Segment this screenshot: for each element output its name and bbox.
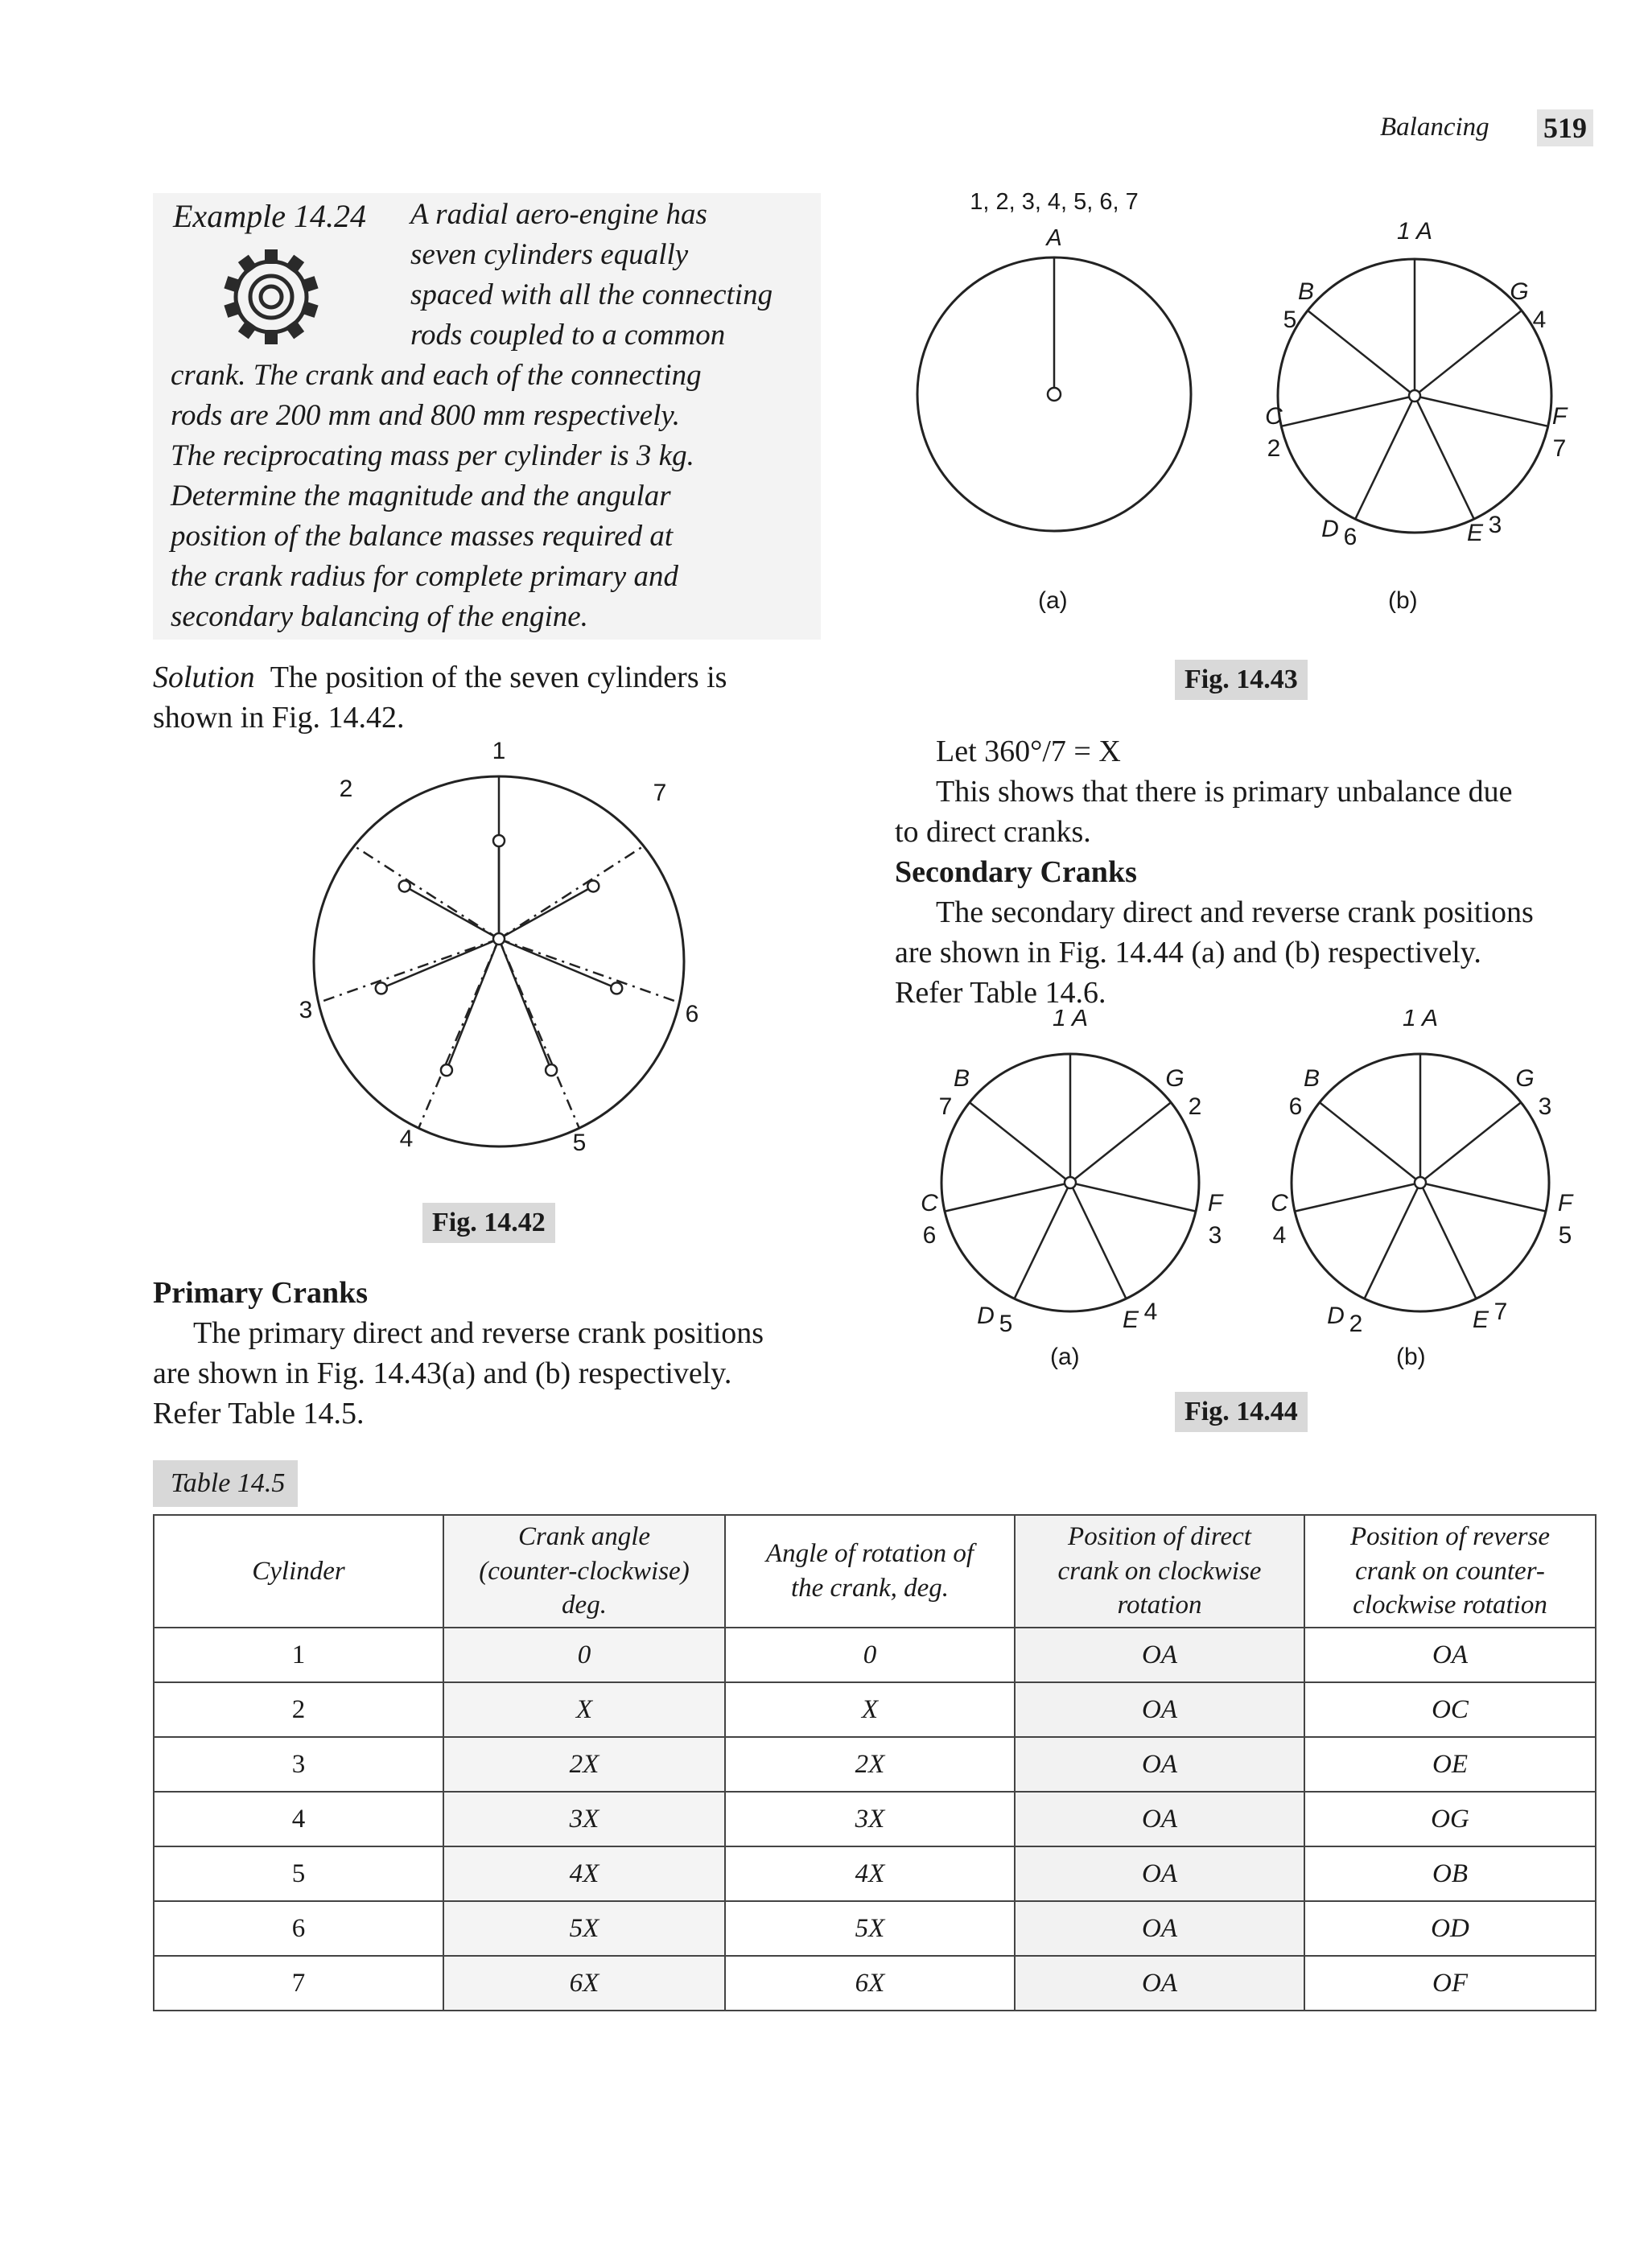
crank-positions-table — [153, 1514, 1596, 2011]
crank-position-label: 1 A — [1053, 1010, 1088, 1031]
crank-position-label: 4 — [1143, 1299, 1158, 1325]
crank-position-label: 7 — [1552, 435, 1567, 462]
cylinder-label: 7 — [653, 780, 667, 806]
text-line: Determine the magnitude and the angular — [171, 480, 671, 512]
cylinder-label: 4 — [399, 1126, 414, 1152]
table-row — [154, 1956, 1596, 2011]
text-line: position of the balance masses required at — [171, 520, 674, 553]
all-cranks-label: 1, 2, 3, 4, 5, 6, 7 — [970, 189, 1139, 215]
crank-spoke — [1420, 1102, 1521, 1183]
table-cell: OF — [1304, 1956, 1596, 2011]
crank-spoke — [1281, 396, 1415, 426]
crank-spoke — [1308, 311, 1415, 396]
crank-position-label: 5 — [1283, 307, 1297, 333]
piston-pin — [399, 880, 410, 891]
piston-pin — [493, 835, 505, 846]
table-cell: OA — [1015, 1682, 1304, 1737]
text-line: secondary balancing of the engine. — [171, 600, 588, 633]
column-header-direct-crank: Position of direct crank on clockwise rotation — [1015, 1515, 1304, 1628]
figure-14-44-caption: Fig. 14.44 — [1175, 1392, 1308, 1432]
column-header-reverse-crank: Position of reverse crank on counter- clockwise rotation — [1304, 1515, 1596, 1628]
cylinder-label: 5 — [572, 1130, 587, 1156]
crank-spoke — [1070, 1183, 1196, 1212]
table-cell: OA — [1304, 1628, 1596, 1682]
gear-tooth — [286, 255, 305, 274]
crank-spoke — [1420, 1183, 1476, 1299]
solution-line-2: shown in Fig. 14.42. — [153, 701, 405, 735]
table-cell: 0 — [443, 1628, 725, 1682]
example-label: Example 14.24 — [173, 198, 366, 234]
text-line: crank. The crank and each of the connecting — [171, 359, 702, 392]
crank-position-label: 2 — [1188, 1093, 1202, 1120]
table-row — [154, 1682, 1596, 1737]
crank-position-label: B — [953, 1065, 970, 1092]
table-cell: 4 — [154, 1792, 443, 1846]
table-cell: 4X — [725, 1846, 1015, 1901]
cylinder-label: 3 — [299, 997, 313, 1023]
crank-position-label: F — [1551, 403, 1568, 430]
crank-spoke — [1015, 1183, 1070, 1299]
connecting-rod-line — [319, 939, 499, 1002]
crank-position-label: D — [1321, 516, 1339, 542]
crank-position-label: E — [1472, 1307, 1489, 1333]
column-header-angle-of-rotation: Angle of rotation of the crank, deg. — [725, 1515, 1015, 1628]
text-line: seven cylinders equally — [410, 238, 689, 271]
text-line: The secondary direct and reverse crank positions — [936, 895, 1534, 929]
table-cell: OE — [1304, 1737, 1596, 1792]
table-cell: 3 — [154, 1737, 443, 1792]
crank-position-label: G — [1510, 278, 1529, 305]
table-row — [154, 1737, 1596, 1792]
gear-tooth — [265, 330, 278, 344]
text-line: rods are 200 mm and 800 mm respectively. — [171, 399, 681, 432]
figure-14-44-diagram — [893, 1010, 1601, 1380]
table-cell: 5X — [443, 1901, 725, 1956]
primary-cranks-heading: Primary Cranks — [153, 1276, 369, 1310]
crank-position-label: 5 — [1558, 1222, 1572, 1249]
crank-position-label: G — [1165, 1065, 1184, 1092]
table-cell: 3X — [443, 1792, 725, 1846]
crank-position-label: 1 A — [1403, 1010, 1438, 1031]
table-cell: 2 — [154, 1682, 443, 1737]
column-header-crank-angle: Crank angle (counter-clockwise) deg. — [443, 1515, 725, 1628]
crank-position-label: 3 — [1538, 1093, 1552, 1120]
crank-position-label: 1 A — [1397, 218, 1432, 245]
crank-position-label: 4 — [1272, 1222, 1287, 1249]
text-line: rods coupled to a common — [410, 319, 726, 352]
crank-position-label: F — [1557, 1190, 1573, 1216]
crank-position-label: C — [1265, 403, 1283, 430]
crank-position-label: A — [1046, 225, 1062, 251]
crank-position-label: E — [1122, 1307, 1139, 1333]
crank-centre — [1415, 1177, 1426, 1188]
connecting-rod-line — [354, 846, 499, 939]
crank-centre — [493, 933, 505, 945]
crank-position-label: 2 — [1267, 435, 1281, 462]
table-row — [154, 1901, 1596, 1956]
crank-spoke — [1355, 396, 1415, 519]
text-line: Refer Table 14.6. — [895, 976, 1106, 1010]
crank-line — [405, 886, 499, 939]
crank-position-label: 3 — [1208, 1222, 1222, 1249]
crank-spoke — [945, 1183, 1070, 1212]
crank-spoke — [1070, 1102, 1171, 1183]
text-line: A radial aero-engine has — [410, 198, 707, 231]
figure-14-44-sub-b: (b) — [1396, 1344, 1426, 1370]
cylinder-label: 1 — [492, 738, 506, 764]
table-cell: OB — [1304, 1846, 1596, 1901]
figure-14-43-sub-b: (b) — [1388, 587, 1418, 614]
crank-position-label: 7 — [938, 1093, 953, 1120]
crank-spoke — [1415, 396, 1474, 519]
gear-icon — [216, 241, 327, 352]
crank-spoke — [1420, 1183, 1546, 1212]
gear-tooth — [238, 319, 258, 339]
figure-14-42-diagram — [274, 728, 724, 1179]
solution-label: Solution — [153, 661, 255, 694]
crank-position-label: 7 — [1494, 1299, 1508, 1325]
table-row — [154, 1792, 1596, 1846]
gear-tooth — [286, 319, 305, 339]
table-cell: 3X — [725, 1792, 1015, 1846]
crank-position-label: G — [1515, 1065, 1535, 1092]
crank-spoke — [1320, 1102, 1420, 1183]
table-cell: 6 — [154, 1901, 443, 1956]
table-row — [154, 1846, 1596, 1901]
gear-tooth — [265, 249, 278, 264]
crank-position-label: D — [1327, 1303, 1345, 1329]
table-cell: OA — [1015, 1901, 1304, 1956]
table-cell: OG — [1304, 1792, 1596, 1846]
table-cell: 7 — [154, 1956, 443, 2011]
crank-centre — [1048, 388, 1061, 401]
table-cell: 4X — [443, 1846, 725, 1901]
table-cell: 2X — [443, 1737, 725, 1792]
connecting-rod-line — [499, 846, 644, 939]
crank-position-label: C — [1271, 1190, 1288, 1216]
text-line: The primary direct and reverse crank positions — [193, 1316, 764, 1350]
solution-paragraph — [153, 660, 727, 695]
crank-position-label: F — [1207, 1190, 1223, 1216]
table-cell: OA — [1015, 1628, 1304, 1682]
primary-unbalance-line-2: to direct cranks. — [895, 815, 1091, 849]
figure-14-44-sub-a: (a) — [1050, 1344, 1080, 1370]
table-cell: 2X — [725, 1737, 1015, 1792]
crank-position-label: E — [1466, 520, 1484, 546]
table-cell: OA — [1015, 1846, 1304, 1901]
crank-position-label: 5 — [999, 1311, 1013, 1337]
table-cell: 5X — [725, 1901, 1015, 1956]
piston-pin — [546, 1064, 557, 1076]
table-cell: 0 — [725, 1628, 1015, 1682]
crank-position-label: B — [1303, 1065, 1320, 1092]
crank-position-label: 3 — [1488, 512, 1502, 538]
table-cell: OA — [1015, 1792, 1304, 1846]
table-cell: OD — [1304, 1901, 1596, 1956]
text-line: spaced with all the connecting — [410, 278, 773, 311]
table-cell: 1 — [154, 1628, 443, 1682]
column-header-cylinder: Cylinder — [154, 1515, 443, 1628]
gear-tooth — [238, 255, 258, 274]
let-statement: Let 360°/7 = X — [936, 735, 1121, 768]
crank-position-label: 6 — [1343, 524, 1358, 550]
secondary-cranks-heading: Secondary Cranks — [895, 855, 1137, 889]
piston-pin — [587, 880, 599, 891]
primary-unbalance-line-1: This shows that there is primary unbalance due — [936, 775, 1513, 809]
crank-position-label: B — [1297, 278, 1315, 305]
crank-spoke — [1365, 1183, 1420, 1299]
crank-spoke — [1070, 1183, 1126, 1299]
table-cell: X — [443, 1682, 725, 1737]
crank-centre — [1065, 1177, 1076, 1188]
table-row — [154, 1628, 1596, 1682]
figure-14-43-caption: Fig. 14.43 — [1175, 660, 1308, 700]
crank-line — [499, 886, 593, 939]
table-cell: 6X — [725, 1956, 1015, 2011]
piston-pin — [376, 982, 387, 994]
text-line: The reciprocating mass per cylinder is 3 kg. — [171, 439, 694, 472]
cylinder-label: 2 — [339, 776, 353, 802]
text-line: Refer Table 14.5. — [153, 1397, 365, 1430]
crank-spoke — [1415, 396, 1548, 426]
cylinder-label: 6 — [685, 1001, 699, 1027]
text-line: are shown in Fig. 14.43(a) and (b) respectively. — [153, 1356, 732, 1390]
piston-pin — [611, 982, 622, 994]
figure-14-42-caption: Fig. 14.42 — [422, 1203, 555, 1243]
table-caption: Table 14.5 — [153, 1460, 298, 1507]
solution-line-1: The position of the seven cylinders is — [270, 661, 727, 694]
table-cell: 6X — [443, 1956, 725, 2011]
crank-spoke — [1415, 311, 1522, 396]
crank-position-label: 2 — [1349, 1311, 1363, 1337]
table-cell: X — [725, 1682, 1015, 1737]
table-cell: OA — [1015, 1737, 1304, 1792]
crank-position-label: D — [977, 1303, 995, 1329]
crank-position-label: C — [921, 1190, 938, 1216]
table-cell: OA — [1015, 1956, 1304, 2011]
crank-spoke — [970, 1102, 1070, 1183]
figure-14-43-sub-a: (a) — [1038, 587, 1068, 614]
piston-pin — [441, 1064, 452, 1076]
crank-position-label: 6 — [922, 1222, 937, 1249]
text-line: the crank radius for complete primary and — [171, 560, 678, 593]
table-cell: OC — [1304, 1682, 1596, 1737]
crank-centre — [1409, 390, 1420, 401]
figure-14-43-diagram — [893, 185, 1601, 636]
table-header-row — [154, 1515, 1596, 1628]
crank-position-label: 6 — [1288, 1093, 1303, 1120]
crank-position-label: 4 — [1532, 307, 1547, 333]
crank-spoke — [1295, 1183, 1420, 1212]
running-header-title: Balancing — [1380, 113, 1489, 142]
text-line: are shown in Fig. 14.44 (a) and (b) respectively. — [895, 936, 1481, 969]
page-number: 519 — [1537, 109, 1593, 146]
connecting-rod-line — [499, 939, 679, 1002]
table-cell: 5 — [154, 1846, 443, 1901]
